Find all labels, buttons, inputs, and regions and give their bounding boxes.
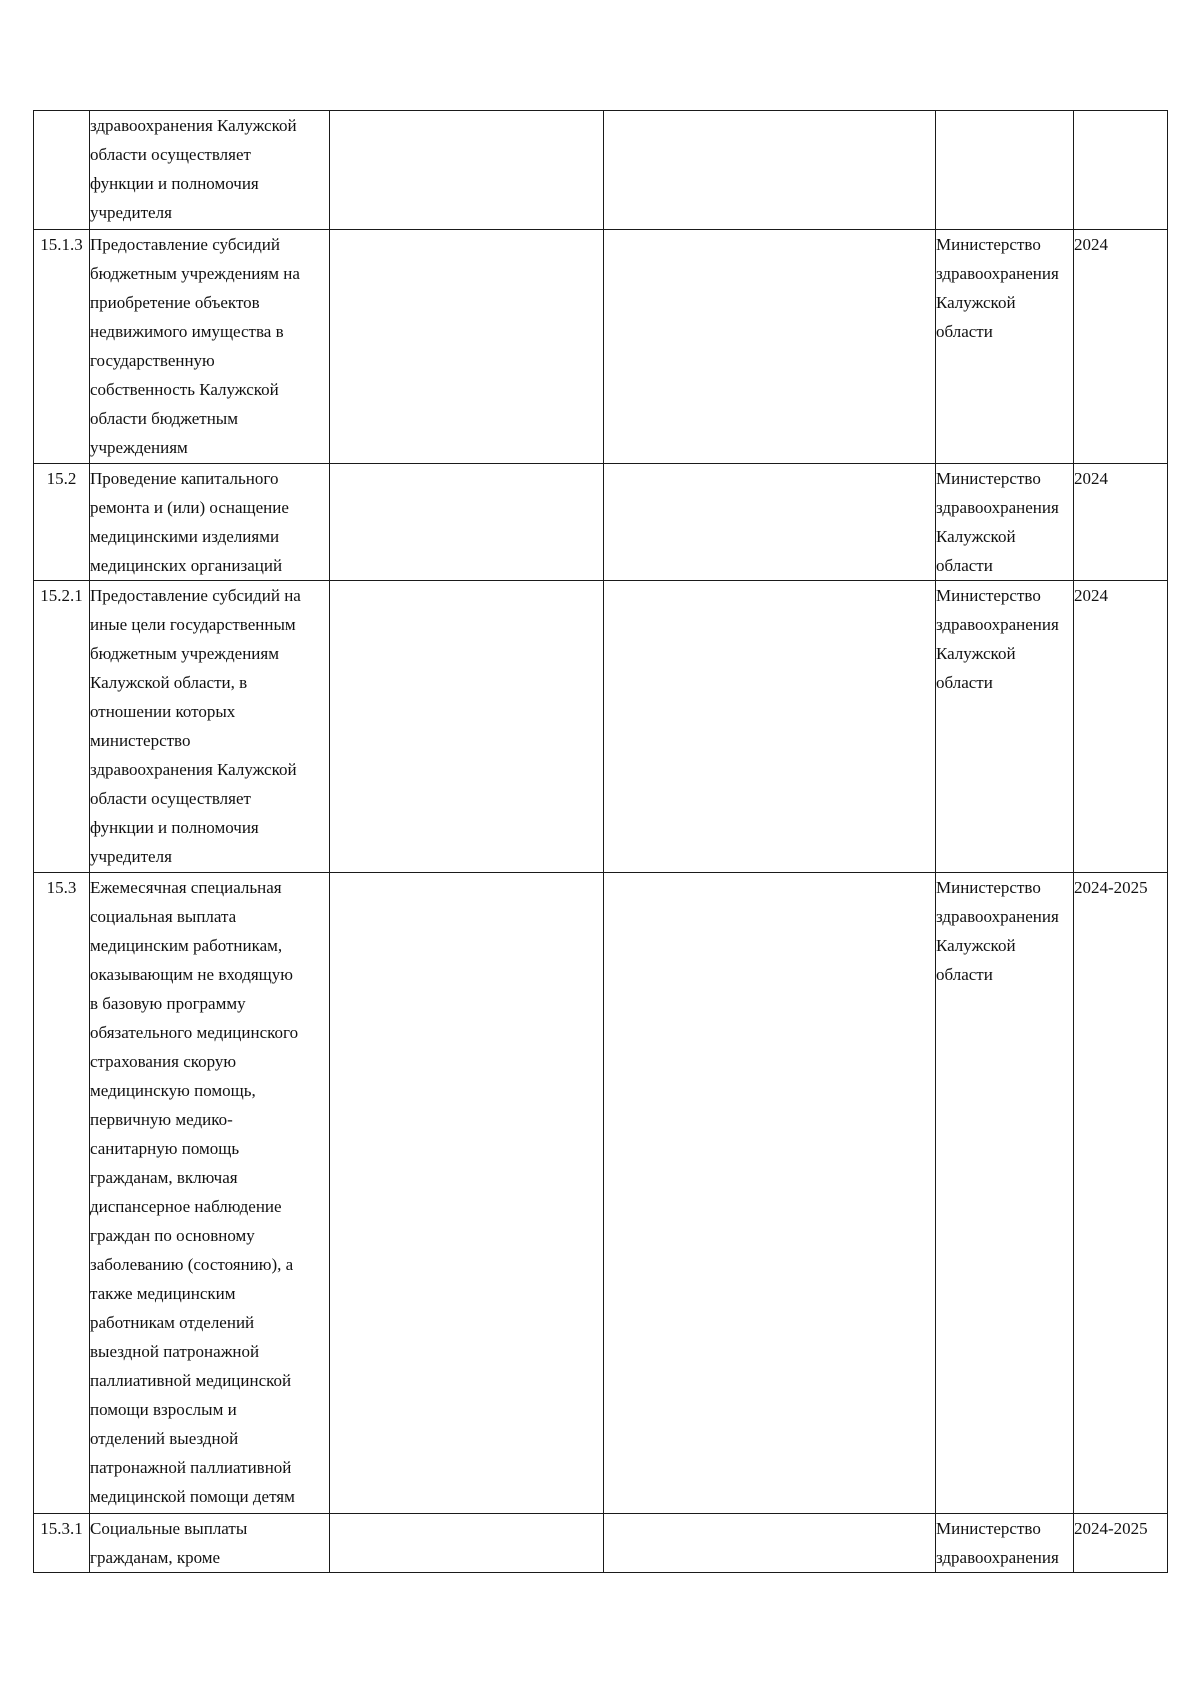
years-cell: 2024-2025 [1074,873,1168,1514]
measure-name: Предоставление субсидий бюджетным учреждениям на приобретение объектов недвижимого имущества в государственную собственность Калужской области бюджетным учреждениям [90,230,330,464]
empty-cell [330,111,604,230]
measure-name: Ежемесячная специальная социальная выплата медицинским работникам, оказывающим не входящую в базовую программу обязательного медицинского страхования скорую медицинскую помощь, первичную медико- санитарную помощь гражданам, включая диспансерное наблюдение граждан по основному заболеванию (состоянию), а также медицинским работникам отделений выездной патронажной паллиативной медицинской помощи взрослым и отделений выездной патронажной паллиативной медицинской помощи детям [90,873,330,1514]
program-measures-table [33,110,1168,1573]
years-cell: 2024 [1074,464,1168,581]
row-number: 15.3 [34,873,90,1514]
measure-name: Предоставление субсидий на иные цели государственным бюджетным учреждениям Калужской области, в отношении которых министерство здравоохранения Калужской области осуществляет функции и полномочия учредителя [90,581,330,873]
table-row [34,873,1168,1514]
measure-name: Социальные выплаты гражданам, кроме [90,1514,330,1573]
years-cell [1074,111,1168,230]
table-row [34,464,1168,581]
empty-cell [330,581,604,873]
executor-cell [936,111,1074,230]
empty-cell [604,464,936,581]
table-row [34,1514,1168,1573]
empty-cell [330,464,604,581]
years-cell: 2024 [1074,230,1168,464]
empty-cell [330,230,604,464]
executor-cell: Министерство здравоохранения Калужской области [936,873,1074,1514]
table-row [34,230,1168,464]
table-row [34,581,1168,873]
measure-name: Проведение капитального ремонта и (или) оснащение медицинскими изделиями медицинских организаций [90,464,330,581]
empty-cell [604,873,936,1514]
executor-cell: Министерство здравоохранения Калужской области [936,230,1074,464]
executor-cell: Министерство здравоохранения [936,1514,1074,1573]
row-number: 15.2 [34,464,90,581]
row-number: 15.1.3 [34,230,90,464]
executor-cell: Министерство здравоохранения Калужской области [936,581,1074,873]
empty-cell [330,873,604,1514]
table-row [34,111,1168,230]
empty-cell [604,1514,936,1573]
empty-cell [604,111,936,230]
executor-cell: Министерство здравоохранения Калужской области [936,464,1074,581]
measure-name: здравоохранения Калужской области осуществляет функции и полномочия учредителя [90,111,330,230]
years-cell: 2024-2025 [1074,1514,1168,1573]
row-number [34,111,90,230]
empty-cell [330,1514,604,1573]
empty-cell [604,230,936,464]
row-number: 15.3.1 [34,1514,90,1573]
years-cell: 2024 [1074,581,1168,873]
row-number: 15.2.1 [34,581,90,873]
empty-cell [604,581,936,873]
